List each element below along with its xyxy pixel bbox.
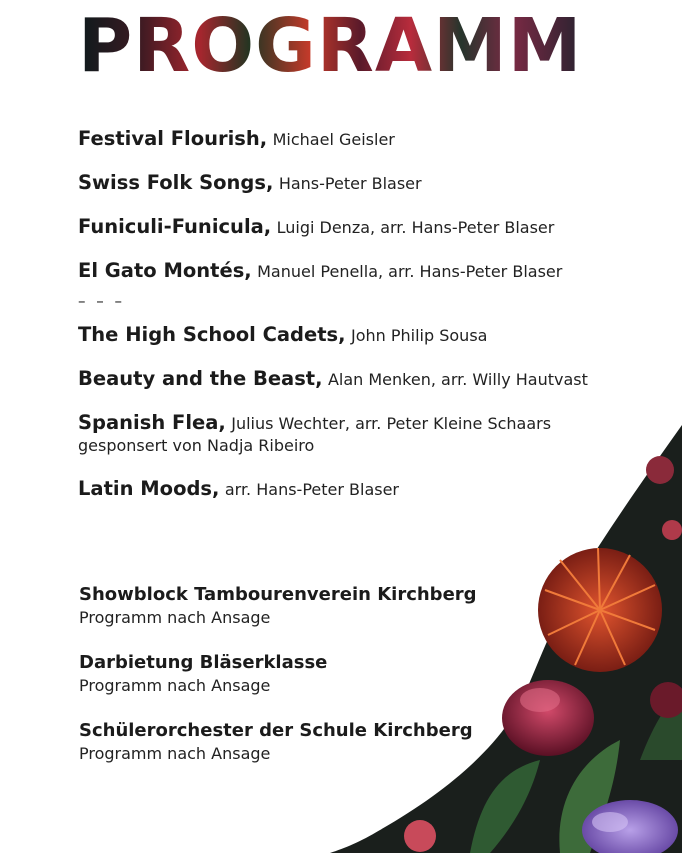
composer: arr. Hans-Peter Blaser [224, 480, 399, 499]
program-item [78, 368, 638, 391]
program-item [78, 216, 638, 239]
composer: Hans-Peter Blaser [278, 174, 422, 193]
composer: John Philip Sousa [350, 326, 488, 345]
extra-name: Schülerorchester der Schule Kirchberg [79, 720, 473, 741]
program-item [78, 412, 638, 457]
extra-name: Darbietung Bläserklasse [79, 652, 328, 673]
piece-title: Festival Flourish, [78, 127, 268, 150]
program-item [78, 260, 638, 283]
piece-title: Latin Moods, [78, 477, 220, 500]
program-item [78, 478, 638, 501]
extra-performances [79, 583, 559, 787]
program-item [78, 128, 638, 151]
extra-note: Programm nach Ansage [79, 676, 271, 695]
composer: Michael Geisler [272, 130, 395, 149]
composer: Manuel Penella, arr. Hans-Peter Blaser [257, 262, 563, 281]
piece-title: The High School Cadets, [78, 323, 346, 346]
extra-item [79, 719, 559, 765]
piece-title: Spanish Flea, [78, 411, 226, 434]
program-item [78, 172, 638, 195]
sponsor-note: gesponsert von Nadja Ribeiro [78, 436, 315, 455]
page-title: PROGRAMM [78, 3, 583, 89]
piece-title: Beauty and the Beast, [78, 367, 323, 390]
divider: – – – [78, 292, 126, 310]
program-item [78, 324, 638, 347]
piece-title: El Gato Montés, [78, 259, 252, 282]
composer: Alan Menken, arr. Willy Hautvast [327, 370, 588, 389]
extra-item [79, 651, 559, 697]
composer: Luigi Denza, arr. Hans-Peter Blaser [276, 218, 555, 237]
piece-title: Funiculi-Funicula, [78, 215, 272, 238]
extra-note: Programm nach Ansage [79, 744, 271, 763]
extra-item [79, 583, 559, 629]
program-list [78, 128, 638, 522]
piece-title: Swiss Folk Songs, [78, 171, 274, 194]
composer: Julius Wechter, arr. Peter Kleine Schaars [231, 414, 552, 433]
extra-note: Programm nach Ansage [79, 608, 271, 627]
extra-name: Showblock Tambourenverein Kirchberg [79, 584, 477, 605]
